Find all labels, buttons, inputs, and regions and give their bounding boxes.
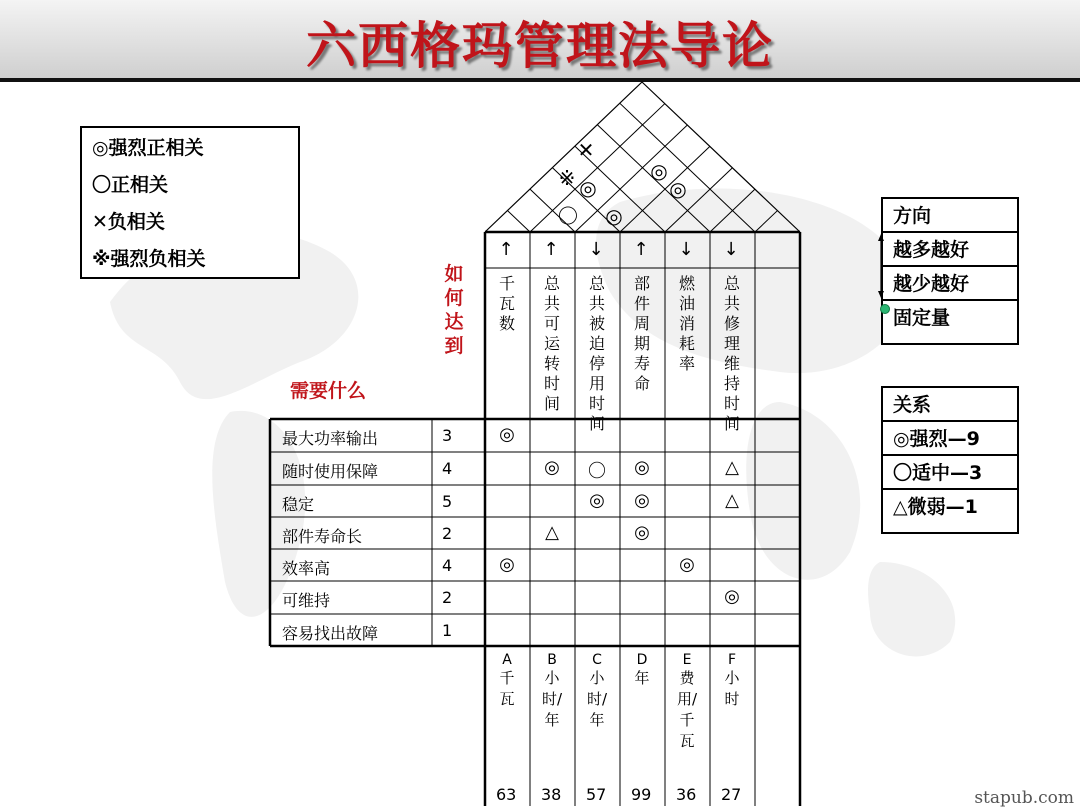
relationship-symbol: ◎: [544, 457, 560, 478]
requirement-name: 容易找出故障: [282, 624, 379, 643]
relation-title: 关系: [883, 388, 1017, 422]
column-label: 总共被迫停用时间: [588, 274, 605, 433]
requirement-name: 随时使用保障: [282, 462, 379, 481]
column-label: 总共修理维持时间: [723, 274, 740, 433]
requirement-name: 最大功率输出: [282, 429, 379, 448]
column-arrow: ↓: [588, 239, 604, 260]
relationship-symbol: ◎: [634, 522, 650, 543]
target-value: 57: [586, 785, 607, 804]
relation-strong: ◎强烈—9: [883, 422, 1017, 456]
grid-line: [508, 211, 531, 232]
direction-fixed: 固定量: [893, 307, 951, 329]
unit-text: 小时/年: [542, 669, 563, 729]
direction-more-better: 越多越好: [883, 233, 1017, 267]
relationship-symbol: ◎: [634, 490, 650, 511]
target-value: 36: [676, 785, 697, 804]
legend-negative: ✕负相关: [92, 211, 165, 233]
unit-letter: E: [682, 652, 692, 668]
requirement-weight: 4: [442, 459, 453, 478]
grid-line: [642, 82, 800, 232]
unit-text: 小时: [724, 669, 740, 708]
column-label: 部件周期寿命: [633, 274, 650, 393]
how-char: 何: [444, 287, 464, 309]
relationship-symbol: ◎: [724, 586, 740, 607]
unit-letter: A: [502, 652, 512, 668]
how-char: 到: [444, 335, 464, 357]
legend-positive: 〇正相关: [92, 174, 169, 196]
requirement-name: 部件寿命长: [282, 527, 363, 546]
target-value: 38: [541, 785, 562, 804]
legend-strong-positive: ◎强烈正相关: [92, 137, 204, 159]
column-label: 燃油消耗率: [678, 274, 695, 373]
relationship-symbol: ◎: [634, 457, 650, 478]
requirement-weight: 3: [442, 426, 453, 445]
target-value: 99: [631, 785, 652, 804]
requirement-weight: 2: [442, 524, 453, 543]
requirement-name: 效率高: [282, 559, 331, 578]
relationship-symbol: ◎: [499, 554, 515, 575]
roof-correlation-symbol: ◎: [650, 159, 668, 183]
unit-letter: F: [727, 652, 737, 668]
unit-text: 小时/年: [587, 669, 608, 729]
grid-line: [755, 211, 778, 232]
site-watermark: stapub.com: [974, 788, 1074, 808]
column-label: 总共可运转时间: [543, 274, 560, 413]
target-value: 27: [721, 785, 742, 804]
requirement-weight: 2: [442, 588, 453, 607]
requirement-weight: 5: [442, 492, 453, 511]
unit-text: 千瓦: [499, 669, 515, 708]
unit-letter: C: [592, 652, 602, 668]
column-arrow: ↑: [633, 239, 649, 260]
roof-correlation-symbol: ※: [558, 166, 576, 190]
relationship-symbol: ◎: [679, 554, 695, 575]
column-arrow: ↓: [678, 239, 694, 260]
requirement-name: 可维持: [282, 591, 331, 610]
column-arrow: ↑: [543, 239, 559, 260]
roof-correlation-symbol: ◎: [579, 176, 597, 200]
relation-weak: △微弱—1: [893, 496, 978, 518]
column-label: 千瓦数: [498, 274, 515, 333]
requirement-weight: 1: [442, 621, 453, 640]
what-label: 需要什么: [290, 380, 367, 402]
legend-strong-negative: ※强烈负相关: [92, 248, 206, 270]
how-char: 达: [444, 311, 464, 333]
requirement-weight: 4: [442, 556, 453, 575]
roof-correlation-symbol: 〇: [558, 204, 578, 228]
relationship-symbol: 〇: [588, 461, 606, 482]
page-title: 六西格玛管理法导论: [306, 17, 774, 75]
roof-correlation-symbol: ◎: [605, 204, 623, 228]
unit-text: 费用/千瓦: [677, 669, 698, 750]
roof-correlation-symbol: ◎: [669, 177, 687, 201]
target-value: 63: [496, 785, 517, 804]
relationship-symbol: △: [725, 490, 739, 511]
column-arrow: ↑: [498, 239, 514, 260]
direction-less-better: 越少越好: [883, 267, 1017, 301]
how-char: 如: [444, 263, 464, 285]
column-arrow: ↓: [723, 239, 739, 260]
direction-title: 方向: [883, 199, 1017, 233]
requirement-name: 稳定: [282, 495, 315, 514]
relationship-symbol: △: [545, 522, 559, 543]
relation-moderate: 〇适中—3: [883, 456, 1017, 490]
relationship-symbol: ◎: [499, 424, 515, 445]
relationship-symbol: ◎: [589, 490, 605, 511]
roof-correlation-symbol: ✕: [577, 138, 595, 162]
unit-letter: D: [636, 652, 648, 668]
unit-text: 年: [634, 669, 650, 687]
relationship-symbol: △: [725, 457, 739, 478]
unit-letter: B: [547, 652, 557, 668]
